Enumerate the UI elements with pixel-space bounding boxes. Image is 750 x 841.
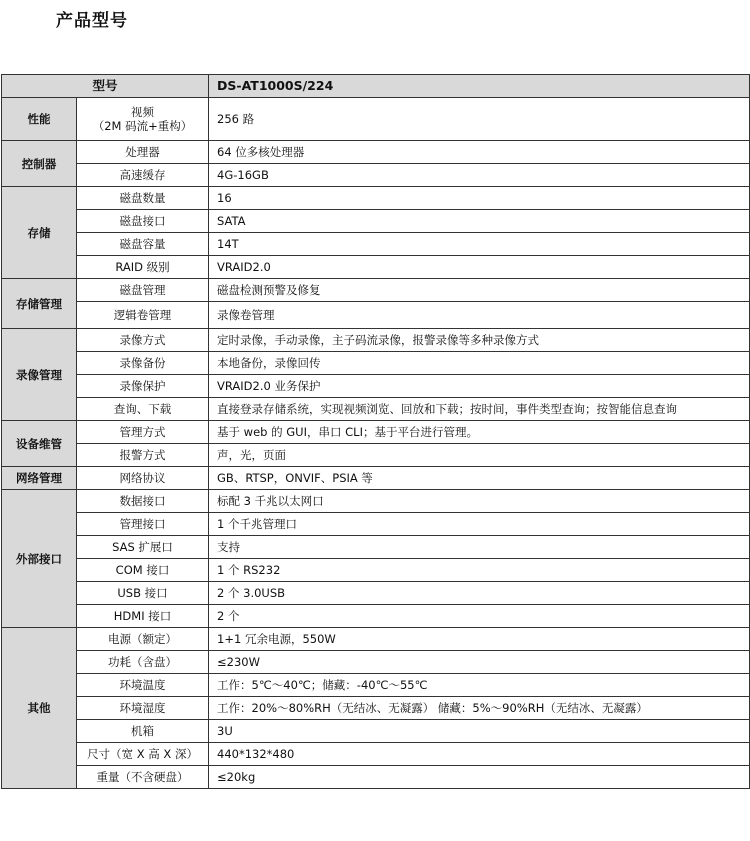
subcategory-cell: 磁盘容量 [77, 233, 209, 256]
subcategory-cell: 尺寸（宽 X 高 X 深） [77, 743, 209, 766]
spec-row [2, 490, 750, 513]
value-cell: 直接登录存储系统，实现视频浏览、回放和下载；按时间，事件类型查询；按智能信息查询 [209, 398, 750, 421]
subcategory-cell: 录像保护 [77, 375, 209, 398]
subcategory-cell: 环境温度 [77, 674, 209, 697]
value-cell: 2 个 3.0USB [209, 582, 750, 605]
spec-row [2, 720, 750, 743]
spec-row [2, 605, 750, 628]
spec-row [2, 766, 750, 789]
value-cell: 声，光，页面 [209, 444, 750, 467]
value-cell: VRAID2.0 业务保护 [209, 375, 750, 398]
value-cell: ≤20kg [209, 766, 750, 789]
spec-row [2, 651, 750, 674]
category-cell: 外部接口 [2, 490, 77, 628]
value-cell: ≤230W [209, 651, 750, 674]
subcategory-cell: 高速缓存 [77, 164, 209, 187]
spec-row [2, 187, 750, 210]
spec-row [2, 444, 750, 467]
category-cell: 其他 [2, 628, 77, 789]
value-cell: SATA [209, 210, 750, 233]
value-cell: 基于 web 的 GUI，串口 CLI；基于平台进行管理。 [209, 421, 750, 444]
value-cell: 工作：20%～80%RH（无结冰、无凝露） 储藏：5%～90%RH（无结冰、无凝露） [209, 697, 750, 720]
spec-row [2, 302, 750, 329]
value-cell: 440*132*480 [209, 743, 750, 766]
value-cell: 定时录像，手动录像，主子码流录像，报警录像等多种录像方式 [209, 329, 750, 352]
category-cell: 存储管理 [2, 279, 77, 329]
category-cell: 性能 [2, 98, 77, 141]
subcategory-cell: 机箱 [77, 720, 209, 743]
spec-row [2, 513, 750, 536]
subcategory-cell: 管理方式 [77, 421, 209, 444]
subcategory-cell: 重量（不含硬盘） [77, 766, 209, 789]
spec-row [2, 536, 750, 559]
page-title: 产品型号 [56, 11, 128, 31]
value-cell: 16 [209, 187, 750, 210]
value-cell: 1+1 冗余电源，550W [209, 628, 750, 651]
value-cell: VRAID2.0 [209, 256, 750, 279]
subcategory-cell: 功耗（含盘） [77, 651, 209, 674]
spec-row [2, 421, 750, 444]
header-model-value: DS-AT1000S/224 [209, 75, 750, 98]
value-cell: 3U [209, 720, 750, 743]
value-cell: 磁盘检测预警及修复 [209, 279, 750, 302]
spec-table-body [2, 75, 750, 789]
category-cell: 控制器 [2, 141, 77, 187]
subcategory-cell: 处理器 [77, 141, 209, 164]
category-cell: 录像管理 [2, 329, 77, 421]
value-cell: 64 位多核处理器 [209, 141, 750, 164]
spec-row [2, 352, 750, 375]
header-row [2, 75, 750, 98]
spec-row [2, 164, 750, 187]
value-cell: GB、RTSP，ONVIF、PSIA 等 [209, 467, 750, 490]
value-cell: 工作：5℃～40℃；储藏：-40℃～55℃ [209, 674, 750, 697]
subcategory-cell: SAS 扩展口 [77, 536, 209, 559]
value-cell: 本地备份，录像回传 [209, 352, 750, 375]
spec-row [2, 329, 750, 352]
subcategory-cell: 环境湿度 [77, 697, 209, 720]
subcategory-cell: 网络协议 [77, 467, 209, 490]
subcategory-cell: 磁盘管理 [77, 279, 209, 302]
category-cell: 网络管理 [2, 467, 77, 490]
subcategory-cell: 录像方式 [77, 329, 209, 352]
subcategory-cell: HDMI 接口 [77, 605, 209, 628]
header-model-label: 型号 [2, 75, 209, 98]
category-cell: 存储 [2, 187, 77, 279]
subcategory-cell: 逻辑卷管理 [77, 302, 209, 329]
subcategory-cell: 录像备份 [77, 352, 209, 375]
spec-row [2, 559, 750, 582]
value-cell: 支持 [209, 536, 750, 559]
subcategory-cell: COM 接口 [77, 559, 209, 582]
subcategory-cell: 报警方式 [77, 444, 209, 467]
subcategory-cell: 数据接口 [77, 490, 209, 513]
spec-row [2, 210, 750, 233]
spec-row [2, 256, 750, 279]
spec-row [2, 375, 750, 398]
subcategory-cell: 磁盘数量 [77, 187, 209, 210]
spec-row [2, 674, 750, 697]
subcategory-cell: USB 接口 [77, 582, 209, 605]
value-cell: 256 路 [209, 98, 750, 141]
spec-table [1, 74, 750, 789]
subcategory-cell: 磁盘接口 [77, 210, 209, 233]
subcategory-cell: 电源（额定） [77, 628, 209, 651]
subcategory-cell: RAID 级别 [77, 256, 209, 279]
value-cell: 14T [209, 233, 750, 256]
subcategory-cell: 查询、下载 [77, 398, 209, 421]
spec-row [2, 141, 750, 164]
value-cell: 1 个千兆管理口 [209, 513, 750, 536]
value-cell: 4G-16GB [209, 164, 750, 187]
spec-row [2, 628, 750, 651]
value-cell: 2 个 [209, 605, 750, 628]
value-cell: 录像卷管理 [209, 302, 750, 329]
spec-row [2, 279, 750, 302]
spec-row [2, 98, 750, 141]
subcategory-cell [77, 98, 209, 141]
spec-row [2, 233, 750, 256]
subcategory-line: （2M 码流+重构） [92, 119, 193, 133]
value-cell: 标配 3 千兆以太网口 [209, 490, 750, 513]
category-cell: 设备维管 [2, 421, 77, 467]
spec-row [2, 467, 750, 490]
spec-row [2, 697, 750, 720]
spec-row [2, 743, 750, 766]
spec-row [2, 582, 750, 605]
value-cell: 1 个 RS232 [209, 559, 750, 582]
subcategory-line: 视频 [131, 105, 154, 119]
spec-row [2, 398, 750, 421]
subcategory-cell: 管理接口 [77, 513, 209, 536]
